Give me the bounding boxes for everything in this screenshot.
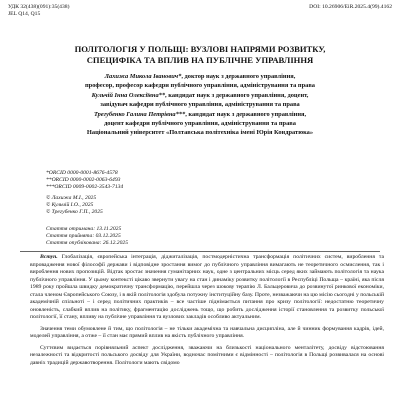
intro-heading: Вступ. <box>40 254 58 260</box>
copyright-1 <box>46 195 103 202</box>
orcid-1[interactable]: *ORCID 0000-0001-8676-4578 <box>46 170 118 176</box>
author-1-degree: , доктор наук з державного управління, <box>181 73 296 80</box>
jel-code: JEL Q14, Q15 <box>8 10 41 17</box>
article-dates <box>46 226 128 247</box>
paragraph-1 <box>30 254 384 322</box>
author-3-degree: , кандидат наук з державного управління, <box>185 110 307 118</box>
title-line-1: ПОЛІТОЛОГІЯ У ПОЛЬЩІ: ВУЗЛОВІ НАПРЯМИ РОЗВИТКУ, <box>74 44 326 54</box>
article-body <box>30 254 384 367</box>
author-2-line-1 <box>30 91 370 100</box>
header-left <box>8 4 69 17</box>
title-line-2: СПЕЦИФІКА ТА ВПЛИВ НА ПУБЛІЧНЕ УПРАВЛІННЯ <box>86 55 314 65</box>
copyright-list <box>46 195 103 216</box>
date-accepted: Стаття прийнята: 03.12.2025 <box>46 233 121 239</box>
paragraph-3: Суттєвим видається порівняльний аспект дослідження, зважаючи на близькості національного менталітету, досвіду відстоювання незалежності та відкритості польського досвіду для України, водночас помітними є відмінності – політологія в Польщі розвивалася на основі давніх традицій державотворення. Політологи мають свідомо <box>30 344 384 366</box>
date-received: Стаття отримана: 13.11.2025 <box>46 226 122 232</box>
university: Національний університет «Полтавська політехніка імені Юрія Кондратюка» <box>86 129 314 137</box>
article-title <box>20 44 380 66</box>
author-3-position: доцент кафедри публічного управління, адміністрування та права <box>104 120 296 128</box>
copyright-3-text: © Трегубенко Г.П., 2025 <box>46 209 103 215</box>
copyright-1-text: © Лахижа М.І., 2025 <box>46 195 97 201</box>
copyright-2-text: © Кульчій І.О., 2025 <box>46 202 94 208</box>
author-2-name: Кульчій Інна Олексіївна** <box>91 91 166 99</box>
paragraph-2: Значення теми обумовлене й тим, що політологія – не тільки академічна та навчальна дисципліна, але й чинник формування кадрів, ідей, моделей управління, а отже – її стан має прямий вплив на якість публічного управління. <box>30 325 384 339</box>
author-1-name: Лахижа Микола Іванович* <box>104 73 182 80</box>
author-2-degree: , кандидат наук з державного управління, доцент, <box>165 91 309 99</box>
author-1-line-1 <box>30 72 370 81</box>
copyright-3 <box>46 209 103 216</box>
doi-link[interactable]: DOI: 10.26906/EiR.2025.4(99).4162 <box>309 4 392 10</box>
header <box>8 4 392 18</box>
date-published: Стаття опублікована: 26.12.2025 <box>46 240 128 246</box>
orcid-list <box>46 170 123 191</box>
author-3-name: Трегубенко Галина Петрівна*** <box>93 110 186 118</box>
paragraph-1-text: Глобалізація, європейська інтеграція, діджиталізація, постмодерністична трансформація політичних систем, вироблення та впровадження нової філософії держави і відповідне зростання вимог до публічного управління вимагають не теоретичного осмислення, так і вироблення нових пропозицій. Відтак зростає значення гуманітарних наук, одне з центральних місць серед яких займають політологія та наука публічного управління. У цьому контексті цікаво звернути увагу на стан і динаміку розвитку політології в Республіці Польща – країні, яка після 1989 року пройшла швидку демократичну трансформацію, перейшла через шокову терапію Л. Бальцеровича до розвинутої ринкової економіки, стала членом Європейського Союзу, і в якій політологія здобула потужну інституційну базу. Проте, незважаючи на цю місію сьогодні у польській академічній спільноті – і серед політичних практиків – все частіше піднімається питання про кризу політології: недостатню теоретичну оновленість, слабкий вплив на політику, фрагментацію досліджень тощо, що робить дослідження історії становлення та розвитку польської політології, її стану, впливу на публічне управління та вузлових закладів особливо актуальним. <box>30 254 384 320</box>
author-1-position: професор, професор кафедри публічного управління, адміністрування та права <box>85 82 315 90</box>
divider <box>20 251 380 252</box>
copyright-2 <box>46 202 103 209</box>
udc-code: УДК 32(438)(091):35(438) <box>8 4 70 10</box>
orcid-2[interactable]: **ORCID 0000-0002-0063-6493 <box>46 177 121 183</box>
author-2-position: завідувач кафедри публічного управління, адміністрування та права <box>100 101 300 109</box>
author-3-line-1 <box>30 110 370 119</box>
orcid-3[interactable]: ***ORCID 0009-0002-3543-7134 <box>46 184 124 190</box>
authors-block <box>30 72 370 138</box>
